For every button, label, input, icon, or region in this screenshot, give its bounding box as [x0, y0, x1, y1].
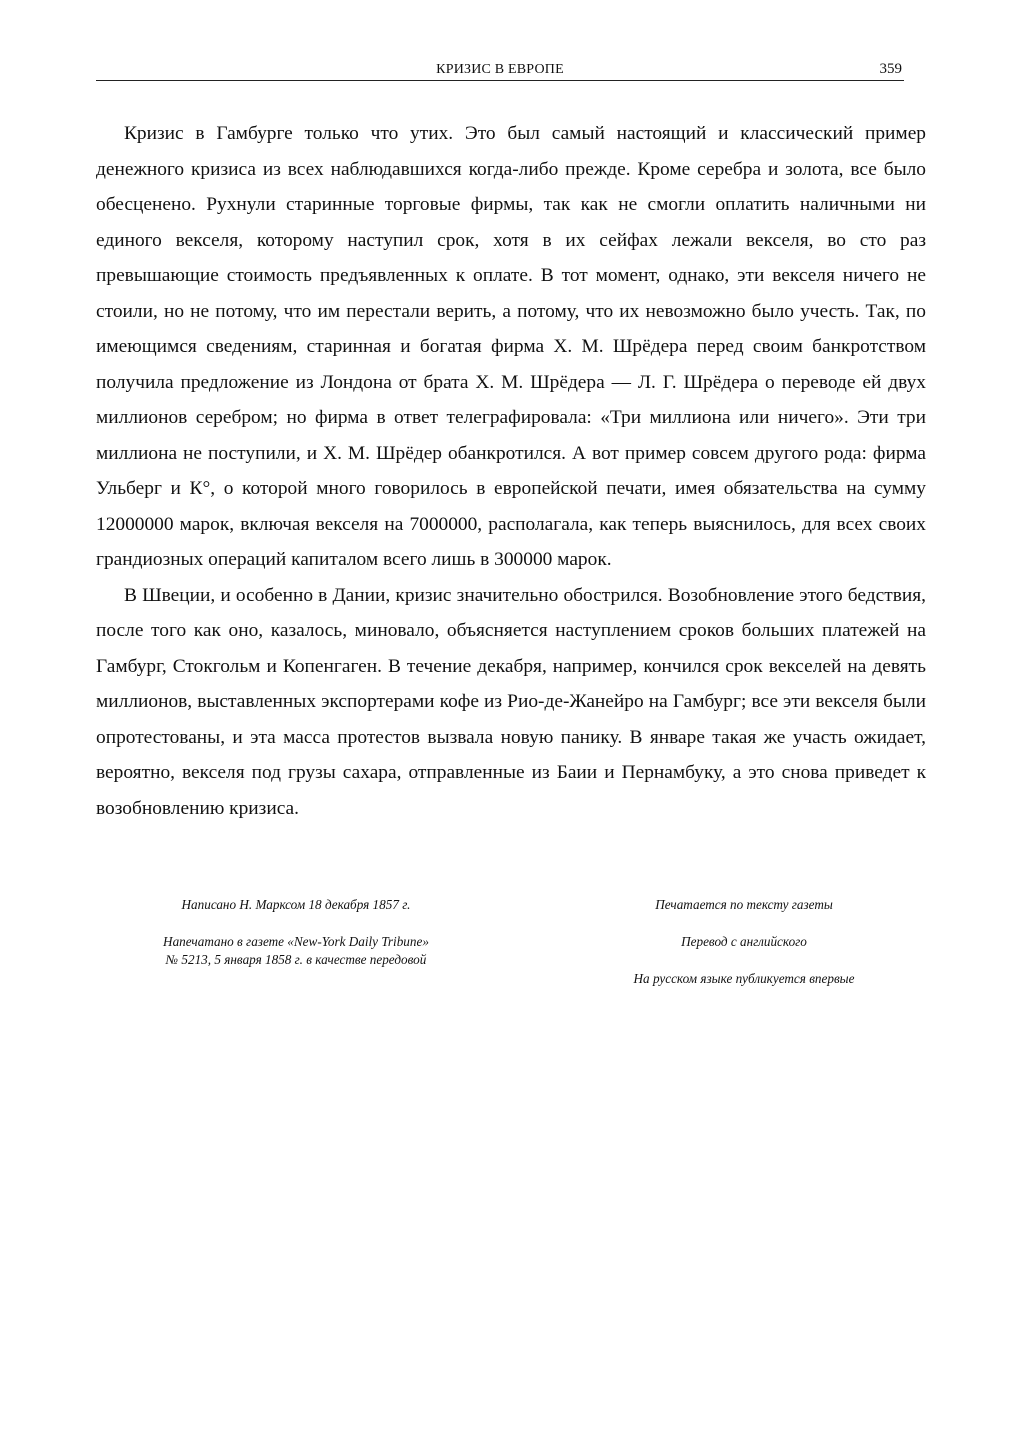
source-note: Печатается по тексту газеты — [655, 897, 833, 912]
translation-note: Перевод с английского — [681, 934, 807, 949]
page-number: 359 — [879, 61, 902, 77]
printed-in-note-line1: Напечатано в газете «New-York Daily Tribune» — [163, 934, 429, 949]
paragraph-2: В Швеции, и особенно в Дании, кризис значительно обострился. Возобновление этого бедствия, после того как оно, казалось, миновало, объясняется наступлением сроков больших платежей на Гамбург, Стокгольм и Копенгаген. В течение декабря, например, кончился срок векселей на девять миллионов, выставленных экспортерами кофе из Рио-де-Жанейро на Гамбург; все эти векселя были опротестованы, и эта масса протестов вызвала новую панику. В январе такая же участь ожидает, вероятно, векселя под грузы сахара, отправленные из Баии и Пернамбуку, а это снова приведет к возобновлению кризиса. — [96, 584, 926, 819]
running-header — [96, 60, 904, 81]
credits-right-column — [574, 896, 914, 988]
written-by-note: Написано Н. Марксом 18 декабря 1857 г. — [181, 897, 411, 912]
first-publication-note: На русском языке публикуется впервые — [633, 971, 855, 986]
credits-left-column — [96, 896, 496, 969]
printed-in-note-line2: № 5213, 5 января 1858 г. в качестве передовой — [165, 952, 427, 967]
article-body — [96, 116, 926, 826]
running-title: КРИЗИС В ЕВРОПЕ — [436, 62, 564, 77]
paragraph-1: Кризис в Гамбурге только что утих. Это был самый настоящий и классический пример денежного кризиса из всех наблюдавшихся когда-либо прежде. Кроме серебра и золота, все было обесценено. Рухнули старинные торговые фирмы, так как не смогли оплатить наличными ни единого векселя, которому наступил срок, хотя в их сейфах лежали векселя, во сто раз превышающие стоимость предъявленных к оплате. В тот момент, однако, эти векселя ничего не стоили, но не потому, что им перестали верить, а потому, что их невозможно было учесть. Так, по имеющимся сведениям, старинная и богатая фирма X. М. Шрёдера перед своим банкротством получила предложение из Лондона от брата X. М. Шрёдера — Л. Г. Шрёдера о переводе ей двух миллионов серебром; но фирма в ответ телеграфировала: «Три миллиона или ничего». Эти три миллиона не поступили, и X. М. Шрёдер обанкротился. А вот пример совсем другого рода: фирма Ульберг и К°, о которой много говорилось в европейской печати, имея обязательства на сумму 12000000 марок, включая векселя на 7000000, располагала, как теперь выяснилось, для всех своих грандиозных операций капиталом всего лишь в 300000 марок. — [96, 123, 926, 570]
